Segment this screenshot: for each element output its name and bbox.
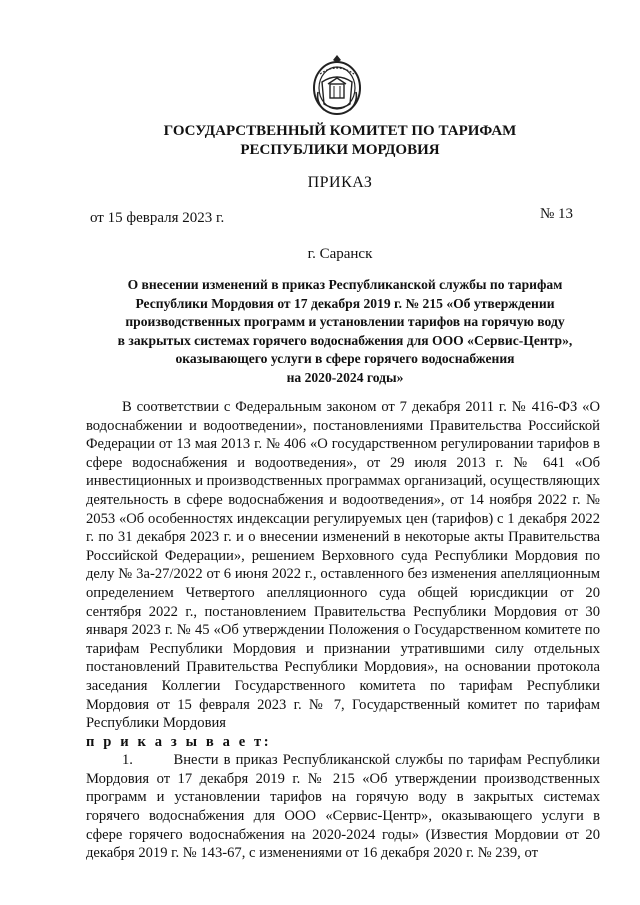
document-body [86,398,600,863]
title-line: оказывающего услуги в сфере горячего водоснабжения [175,351,515,367]
title-line: производственных программ и установлении тарифов на горячую воду [125,314,565,330]
item-1-paragraph [86,751,600,863]
document-title [96,276,594,388]
prikazyvaet-label: п р и к а з ы в а е т: [86,733,272,750]
document-date: от 15 февраля 2023 г. [90,210,225,226]
title-line: в закрытых системах горячего водоснабжения для ООО «Сервис-Центр», [117,332,573,348]
item-1-text: Внести в приказ Республиканской службы по тарифам Республики Мордовия от 17 декабря 2019 г. № 215 «Об утверждении производственных программ и установлении тарифов на горячую воду в закрытых системах горячего водоснабжения для ООО «Сервис-Центр», оказывающего услуги в сфере горячего водоснабжения на 2020-2024 годы» (Известия Мордовии от 20 декабря 2019 г. № 143-67, с изменениями от 16 декабря 2020 г. № 239, от [86,752,600,862]
title-line: О внесении изменений в приказ Республиканской службы по тарифам [127,277,563,292]
org-line-1: ГОСУДАРСТВЕННЫЙ КОМИТЕТ ПО ТАРИФАМ [163,123,517,139]
item-1-number: 1. [122,752,133,769]
organization-name [90,122,590,160]
title-line: Республики Мордовия от 17 декабря 2019 г. № 215 «Об утверждении [135,295,555,311]
document-type: ПРИКАЗ [307,174,373,191]
org-line-2: РЕСПУБЛИКИ МОРДОВИЯ [240,142,440,158]
title-line: на 2020-2024 годы» [286,369,404,385]
document-number: № 13 [540,206,574,222]
document-city: г. Саранск [307,246,373,262]
preamble-paragraph: В соответствии с Федеральным законом от 7 декабря 2011 г. № 416-ФЗ «О водоснабжении и водоотведении», постановлениями Правительства Российской Федерации от 13 мая 2013 г. № 406 «О государственном регулировании тарифов в сфере водоснабжения и водоотведения», от 29 июля 2013 г. № 641 «Об инвестиционных и производственных программах организаций, осуществляющих деятельность в сфере водоснабжения и водоотведения», от 14 ноября 2022 г. № 2053 «Об особенностях индексации регулируемых цен (тарифов) с 1 декабря 2022 г. по 31 декабря 2023 г. и о внесении изменений в некоторые акты Правительства Российской Федерации», решением Верховного суда Республики Мордовия по делу № 3а-27/2022 от 6 июня 2022 г., оставленного без изменения апелляционным определением Четвертого апелляционного суда общей юрисдикции от 20 сентября 2022 г., постановлением Правительства Республики Мордовия от 30 января 2023 г. № 45 «Об утверждении Положения о Государственном комитете по тарифам Республики Мордовия и признании утратившими силу отдельных постановлений Правительства Республики Мордовия», на основании протокола заседания Коллегии Государственного комитета по тарифам Республики Мордовия от 15 февраля 2023 г. № 7, Государственный комитет по тарифам Республики Мордовия [86,399,600,732]
coat-of-arms-emblem-icon [310,52,364,118]
